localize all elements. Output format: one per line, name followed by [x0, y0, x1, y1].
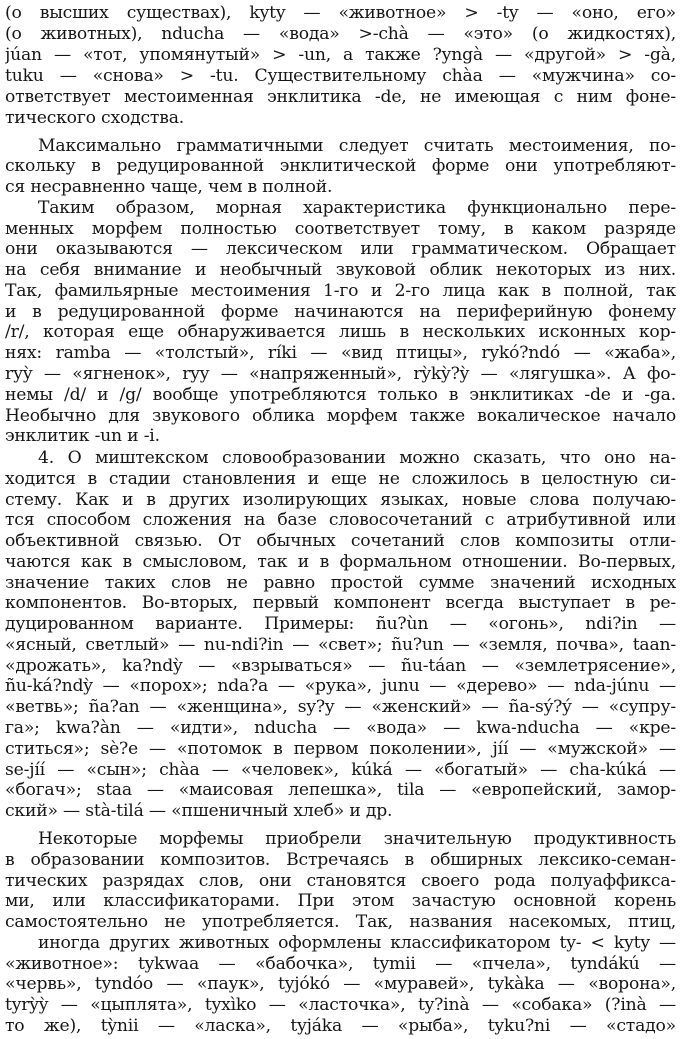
text-line: ся несравненно чаще, чем в полной. — [5, 177, 333, 198]
text-line: ститься»; sè?e — «потомок в первом поколении», jíí — «мужской» — — [5, 738, 676, 759]
text-line: «червь», tyndóo — «паук», tyjókó — «муравей», tykàka — «ворона», — [5, 974, 676, 995]
paragraph-first-line: Таким образом, морная характеристика функционально пере- — [38, 197, 676, 218]
text-line: менных морфем полностью соответствует тому, в каком разряде — [5, 218, 676, 239]
text-line: (о животных), nducha — «вода» >-chà — «это» (о жидкостях), — [5, 24, 676, 45]
text-line: тся способом сложения на базе словосочетаний с атрибутивной или — [5, 510, 676, 531]
paragraph-first-line: 4. О миштекском словообразовании можно сказать, что оно на- — [38, 447, 676, 468]
text-line: компонентов. Во-вторых, первый компонент всегда выступает в ре- — [5, 593, 676, 614]
text-line: tyrỳỳ — «цыплята», tyxìko — «ласточка», ty?inà — «собака» (?inà — — [5, 995, 676, 1016]
text-line: нях: ramba — «толстый», ríki — «вид птицы», rykó?ndó — «жаба», — [5, 343, 676, 364]
text-line: (о высших существах), kyty — «животное» > -ty — «оно, его» — [5, 2, 676, 23]
text-line: «ветвь»; ña?an — «женщина», sy?y — «женский» — ña-sý?ý — «супру- — [5, 697, 676, 718]
text-line: ñu-ká?ndỳ — «порох»; nda?a — «рука», junu — «дерево» — nda-júnu — — [5, 676, 676, 697]
text-line: то же), tỳnii — «ласка», tyjáka — «рыба», tyku?ni — «стадо» — [5, 1016, 676, 1036]
text-line: Так, фамильярные местоимения 1-го и 2-го лица как в полной, так — [5, 280, 676, 301]
text-line: немы /d/ и /g/ вообще употребляются только в энклитиках -de и -ga. — [5, 384, 676, 405]
text-line: на себя внимание и необычный звуковой облик некоторых из них. — [5, 260, 676, 281]
text-line: чаются как в смысловом, так и в формальном отношении. Во-первых, — [5, 551, 676, 572]
text-line: и в редуцированной форме начинаются на периферийную фонему — [5, 301, 676, 322]
text-line: тического сходства. — [5, 107, 185, 128]
text-line: значение таких слов не равно простой сумме значений исходных — [5, 572, 676, 593]
text-line: «богач»; staa — «маисовая лепешка», tila — «европейский, замор- — [5, 780, 676, 801]
text-line: júan — «тот, упомянутый» > -un, а также ?yngà — «другой» > -gà, — [5, 45, 676, 66]
text-line: в образовании композитов. Встречаясь в обширных лексико-семан- — [5, 849, 676, 870]
text-line: иногда других животных оформлены классификатором ty- < kyty — — [38, 932, 676, 953]
text-line: «ясный, светлый» — nu-ndi?in — «свет»; ñu?un — «земля, почва», taan- — [5, 634, 676, 655]
text-line: Необычно для звукового облика морфем также вокалическое начало — [5, 405, 676, 426]
text-line: энклитик -un и -i. — [5, 426, 160, 447]
text-line: «дрожать», ka?ndỳ — «взрываться» — ñu-táan — «землетрясение», — [5, 655, 676, 676]
text-line: скольку в редуцированной энклитической форме они употребляют- — [5, 156, 676, 177]
text-line: самостоятельно не употребляется. Так, названия насекомых, птиц, — [5, 912, 676, 933]
text-line: «животное»: tykwaa — «бабочка», tymii — «пчела», tyndákú — — [5, 953, 676, 974]
text-line: га»; kwa?àn — «идти», nducha — «вода» — kwa-nducha — «кре- — [5, 718, 676, 738]
text-line: дуцированном варианте. Примеры: ñu?ùn — «огонь», ndi?in — — [5, 614, 676, 635]
paragraph-first-line: Максимально грамматичными следует считать местоимения, по- — [38, 135, 676, 156]
text-line: стему. Как и в других изолирующих языках, новые слова получаю- — [5, 489, 676, 510]
text-line: ответствует местоименная энклитика -de, не имеющая с ним фоне- — [5, 86, 676, 107]
paragraph-first-line: Некоторые морфемы приобрели значительную продуктивность — [38, 829, 676, 850]
text-line: объективной связью. От обычных сочетаний слов композиты отли- — [5, 531, 676, 552]
text-line: tuku — «снова» > -tu. Существительному chàa — «мужчина» со- — [5, 66, 676, 87]
text-line: /r/, которая еще обнаруживается лишь в нескольких исконных кор- — [5, 322, 676, 343]
text-line: ми, или классификаторами. При этом зачастую основной корень — [5, 891, 676, 912]
text-line: они оказываются — лексическом или грамматическом. Обращает — [5, 239, 676, 260]
text-line: ский» — stà-tilá — «пшеничный хлеб» и др. — [5, 801, 393, 822]
text-line: тических разрядах слов, они становятся своего рода полуаффикса- — [5, 870, 676, 891]
text-line: rуỳ — «ягненок», ryy — «напряженный», rỳkỳ?ỳ — «лягушка». А фо- — [5, 364, 676, 385]
text-line: ходится в стадии становления и еще не сложилось в целостную си- — [5, 468, 676, 489]
text-line: se-jíí — «сын»; chàa — «человек», kúká — «богатый» — cha-kúká — — [5, 759, 676, 780]
